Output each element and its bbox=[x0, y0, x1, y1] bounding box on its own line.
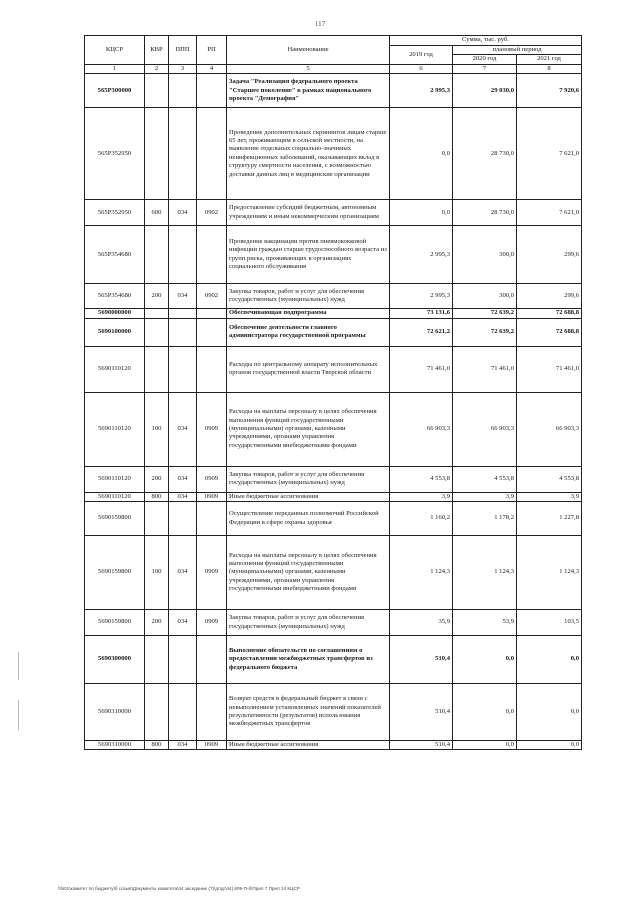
cell-rp bbox=[197, 318, 227, 346]
cell-ppp: 034 bbox=[169, 392, 197, 466]
cell-v2021: 1 227,8 bbox=[517, 502, 582, 536]
cell-v2020: 4 553,8 bbox=[453, 466, 517, 492]
cell-v2020: 66 903,3 bbox=[453, 392, 517, 466]
cell-name: Возврат средств в федеральный бюджет в связи с невыполнением установленных значений показателей результативности (результатов) использования межбюджетных трансфертов bbox=[227, 684, 390, 741]
cell-kvr bbox=[145, 74, 169, 108]
column-index: 5 bbox=[227, 64, 390, 73]
cell-v2019: 66 903,3 bbox=[390, 392, 453, 466]
cell-kcsr: 565P352950 bbox=[85, 200, 145, 226]
cell-v2020: 3,9 bbox=[453, 492, 517, 501]
cell-rp: 0902 bbox=[197, 284, 227, 309]
cell-kvr: 100 bbox=[145, 536, 169, 610]
cell-kvr: 800 bbox=[145, 492, 169, 501]
cell-v2019: 2 995,3 bbox=[390, 74, 453, 108]
cell-name: Иные бюджетные ассигнования bbox=[227, 741, 390, 750]
cell-kvr bbox=[145, 684, 169, 741]
column-index: 3 bbox=[169, 64, 197, 73]
cell-ppp bbox=[169, 502, 197, 536]
header-ppp: ППП bbox=[169, 36, 197, 65]
table-row bbox=[85, 346, 582, 392]
cell-ppp: 034 bbox=[169, 466, 197, 492]
cell-ppp bbox=[169, 108, 197, 200]
cell-ppp: 034 bbox=[169, 200, 197, 226]
cell-v2021: 3,9 bbox=[517, 492, 582, 501]
table-row bbox=[85, 610, 582, 636]
cell-ppp bbox=[169, 684, 197, 741]
cell-v2021: 7 621,0 bbox=[517, 200, 582, 226]
cell-v2021: 299,6 bbox=[517, 284, 582, 309]
cell-kcsr: 565P354680 bbox=[85, 284, 145, 309]
cell-v2020: 28 730,0 bbox=[453, 200, 517, 226]
cell-kcsr: 5690110120 bbox=[85, 346, 145, 392]
cell-rp bbox=[197, 346, 227, 392]
cell-name: Расходы по центральному аппарату исполнительных органов государственной власти Тверской области bbox=[227, 346, 390, 392]
cell-v2021: 66 903,3 bbox=[517, 392, 582, 466]
table-row bbox=[85, 502, 582, 536]
cell-rp: 0902 bbox=[197, 200, 227, 226]
cell-kcsr: 5690159800 bbox=[85, 610, 145, 636]
cell-rp bbox=[197, 502, 227, 536]
table-row bbox=[85, 536, 582, 610]
cell-kvr bbox=[145, 636, 169, 684]
column-index: 8 bbox=[517, 64, 582, 73]
table-row bbox=[85, 309, 582, 318]
cell-ppp: 034 bbox=[169, 284, 197, 309]
cell-kcsr: 5690159800 bbox=[85, 502, 145, 536]
cell-ppp bbox=[169, 226, 197, 284]
cell-kvr: 200 bbox=[145, 466, 169, 492]
cell-kvr bbox=[145, 346, 169, 392]
cell-kcsr: 5690300000 bbox=[85, 636, 145, 684]
cell-name: Закупка товаров, работ и услуг для обеспечения государственных (муниципальных) нужд bbox=[227, 284, 390, 309]
cell-v2019: 35,9 bbox=[390, 610, 453, 636]
cell-name: Расходы на выплаты персоналу в целях обеспечения выполнения функций государственными (муниципальными) органами, казенными учреждениями, органами управления государственными внебюджетными фондами bbox=[227, 392, 390, 466]
column-index-row bbox=[85, 64, 582, 73]
cell-v2019: 0,0 bbox=[390, 200, 453, 226]
cell-v2021: 72 688,8 bbox=[517, 318, 582, 346]
cell-kvr: 200 bbox=[145, 284, 169, 309]
cell-kvr bbox=[145, 108, 169, 200]
cell-kcsr: 5690310000 bbox=[85, 741, 145, 750]
cell-v2019: 510,4 bbox=[390, 636, 453, 684]
header-rp: РП bbox=[197, 36, 227, 65]
cell-kcsr: 565P300000 bbox=[85, 74, 145, 108]
table-row bbox=[85, 392, 582, 466]
cell-v2020: 71 461,0 bbox=[453, 346, 517, 392]
cell-rp: 0909 bbox=[197, 536, 227, 610]
cell-v2020: 28 730,0 bbox=[453, 108, 517, 200]
cell-kvr: 800 bbox=[145, 741, 169, 750]
cell-v2020: 72 639,2 bbox=[453, 309, 517, 318]
cell-v2021: 103,5 bbox=[517, 610, 582, 636]
table-row bbox=[85, 74, 582, 108]
cell-name: Закупка товаров, работ и услуг для обеспечения государственных (муниципальных) нужд bbox=[227, 610, 390, 636]
cell-ppp bbox=[169, 74, 197, 108]
cell-v2019: 2 995,3 bbox=[390, 284, 453, 309]
cell-name: Задача "Реализация федерального проекта "Старшее поколение" в рамках национального проекта "Демография" bbox=[227, 74, 390, 108]
cell-rp bbox=[197, 636, 227, 684]
column-index: 2 bbox=[145, 64, 169, 73]
cell-v2020: 0,0 bbox=[453, 741, 517, 750]
cell-v2019: 1 160,2 bbox=[390, 502, 453, 536]
cell-rp: 0909 bbox=[197, 492, 227, 501]
column-index: 7 bbox=[453, 64, 517, 73]
cell-ppp: 034 bbox=[169, 492, 197, 501]
cell-v2021: 0,0 bbox=[517, 636, 582, 684]
cell-v2020: 72 639,2 bbox=[453, 318, 517, 346]
cell-rp: 0909 bbox=[197, 466, 227, 492]
header-kcsr: КЦСР bbox=[85, 36, 145, 65]
cell-kvr bbox=[145, 502, 169, 536]
cell-kcsr: 5690159800 bbox=[85, 536, 145, 610]
cell-v2020: 0,0 bbox=[453, 684, 517, 741]
cell-kcsr: 5690310000 bbox=[85, 684, 145, 741]
cell-v2021: 4 553,8 bbox=[517, 466, 582, 492]
cell-name: Обеспечение деятельности главного администратора государственной программы bbox=[227, 318, 390, 346]
cell-kcsr: 5690110120 bbox=[85, 466, 145, 492]
table-row bbox=[85, 284, 582, 309]
scan-artifact bbox=[18, 700, 19, 730]
cell-v2021: 0,0 bbox=[517, 684, 582, 741]
cell-ppp: 034 bbox=[169, 536, 197, 610]
cell-ppp bbox=[169, 636, 197, 684]
cell-kvr: 100 bbox=[145, 392, 169, 466]
cell-v2019: 71 461,0 bbox=[390, 346, 453, 392]
cell-v2019: 510,4 bbox=[390, 741, 453, 750]
column-index: 6 bbox=[390, 64, 453, 73]
header-name: Наименование bbox=[227, 36, 390, 65]
header-2020: 2020 год bbox=[453, 55, 517, 64]
cell-name: Закупка товаров, работ и услуг для обеспечения государственных (муниципальных) нужд bbox=[227, 466, 390, 492]
file-path-footer: \\fs01\комитет по бюджету\б созыв\Документы комитета\44 заседание (7)\дг\дг\44) 809-П-б\Прил 7 Прил 14 КЦСР bbox=[58, 886, 300, 891]
table-row bbox=[85, 226, 582, 284]
cell-kvr: 600 bbox=[145, 200, 169, 226]
cell-name: Предоставление субсидий бюджетным, автономным учреждениям и иным некоммерческим организациям bbox=[227, 200, 390, 226]
cell-ppp: 034 bbox=[169, 610, 197, 636]
cell-rp bbox=[197, 684, 227, 741]
cell-ppp bbox=[169, 318, 197, 346]
scan-artifact bbox=[18, 652, 19, 680]
cell-name: Выполнение обязательств по соглашениям о предоставлении межбюджетных трансфертов из федерального бюджета bbox=[227, 636, 390, 684]
cell-rp: 0909 bbox=[197, 741, 227, 750]
cell-v2021: 0,0 bbox=[517, 741, 582, 750]
cell-name: Расходы на выплаты персоналу в целях обеспечения выполнения функций государственными (муниципальными) органами, казенными учреждениями, органами управления государственными внебюджетными фондами bbox=[227, 536, 390, 610]
cell-kvr: 200 bbox=[145, 610, 169, 636]
cell-v2019: 73 131,6 bbox=[390, 309, 453, 318]
cell-v2020: 0,0 bbox=[453, 636, 517, 684]
cell-v2020: 1 124,3 bbox=[453, 536, 517, 610]
table-row bbox=[85, 466, 582, 492]
column-index: 4 bbox=[197, 64, 227, 73]
cell-kcsr: 5690100000 bbox=[85, 318, 145, 346]
cell-v2019: 0,0 bbox=[390, 108, 453, 200]
cell-kcsr: 565P352950 bbox=[85, 108, 145, 200]
cell-rp: 0909 bbox=[197, 392, 227, 466]
table-row bbox=[85, 492, 582, 501]
cell-ppp bbox=[169, 309, 197, 318]
cell-kvr bbox=[145, 309, 169, 318]
table-row bbox=[85, 318, 582, 346]
cell-v2019: 3,9 bbox=[390, 492, 453, 501]
cell-v2021: 299,6 bbox=[517, 226, 582, 284]
cell-rp: 0909 bbox=[197, 610, 227, 636]
cell-kcsr: 5690110120 bbox=[85, 492, 145, 501]
header-2019: 2019 год bbox=[390, 46, 453, 65]
cell-v2021: 1 124,3 bbox=[517, 536, 582, 610]
cell-v2020: 1 178,2 bbox=[453, 502, 517, 536]
cell-v2019: 510,4 bbox=[390, 684, 453, 741]
cell-v2021: 72 688,8 bbox=[517, 309, 582, 318]
table-row bbox=[85, 200, 582, 226]
cell-v2021: 7 920,6 bbox=[517, 74, 582, 108]
cell-name: Проведение вакцинации против пневмококковой инфекции граждан старше трудоспособного возраста из групп риска, проживающих в организациях социального обслуживания bbox=[227, 226, 390, 284]
cell-ppp bbox=[169, 346, 197, 392]
table-row bbox=[85, 108, 582, 200]
cell-kcsr: 5690110120 bbox=[85, 392, 145, 466]
cell-name: Осуществление переданных полномочий Российской Федерации в сфере охраны здоровья bbox=[227, 502, 390, 536]
cell-v2020: 29 030,0 bbox=[453, 74, 517, 108]
column-index: 1 bbox=[85, 64, 145, 73]
cell-kvr bbox=[145, 318, 169, 346]
table-row bbox=[85, 684, 582, 741]
cell-kcsr: 565P354680 bbox=[85, 226, 145, 284]
cell-v2019: 72 621,2 bbox=[390, 318, 453, 346]
cell-name: Иные бюджетные ассигнования bbox=[227, 492, 390, 501]
header-kvr: КВР bbox=[145, 36, 169, 65]
cell-v2019: 4 553,8 bbox=[390, 466, 453, 492]
cell-v2020: 300,0 bbox=[453, 226, 517, 284]
cell-v2019: 1 124,3 bbox=[390, 536, 453, 610]
cell-name: Обеспечивающая подпрограмма bbox=[227, 309, 390, 318]
cell-v2019: 2 995,3 bbox=[390, 226, 453, 284]
cell-v2021: 7 621,0 bbox=[517, 108, 582, 200]
cell-rp bbox=[197, 74, 227, 108]
cell-kcsr: 5690000000 bbox=[85, 309, 145, 318]
budget-table bbox=[84, 35, 582, 750]
table-row bbox=[85, 636, 582, 684]
header-sum: Сумма, тыс. руб. bbox=[390, 36, 582, 46]
cell-kvr bbox=[145, 226, 169, 284]
table-row bbox=[85, 741, 582, 750]
cell-v2020: 300,0 bbox=[453, 284, 517, 309]
cell-rp bbox=[197, 309, 227, 318]
cell-v2021: 71 461,0 bbox=[517, 346, 582, 392]
cell-ppp: 034 bbox=[169, 741, 197, 750]
cell-name: Проведение дополнительных скринингов лицам старше 65 лет, проживающим в сельской местности, на выявление отдельных социально-значимых неинфекционных заболеваний, оказывающих вклад в структуру смертности населения, с возможностью доставки данных лиц в медицинские организации bbox=[227, 108, 390, 200]
cell-rp bbox=[197, 226, 227, 284]
header-planned-period: плановый период bbox=[453, 46, 582, 55]
page-number: 117 bbox=[314, 20, 326, 28]
header-2021: 2021 год bbox=[517, 55, 582, 64]
cell-rp bbox=[197, 108, 227, 200]
cell-v2020: 53,9 bbox=[453, 610, 517, 636]
